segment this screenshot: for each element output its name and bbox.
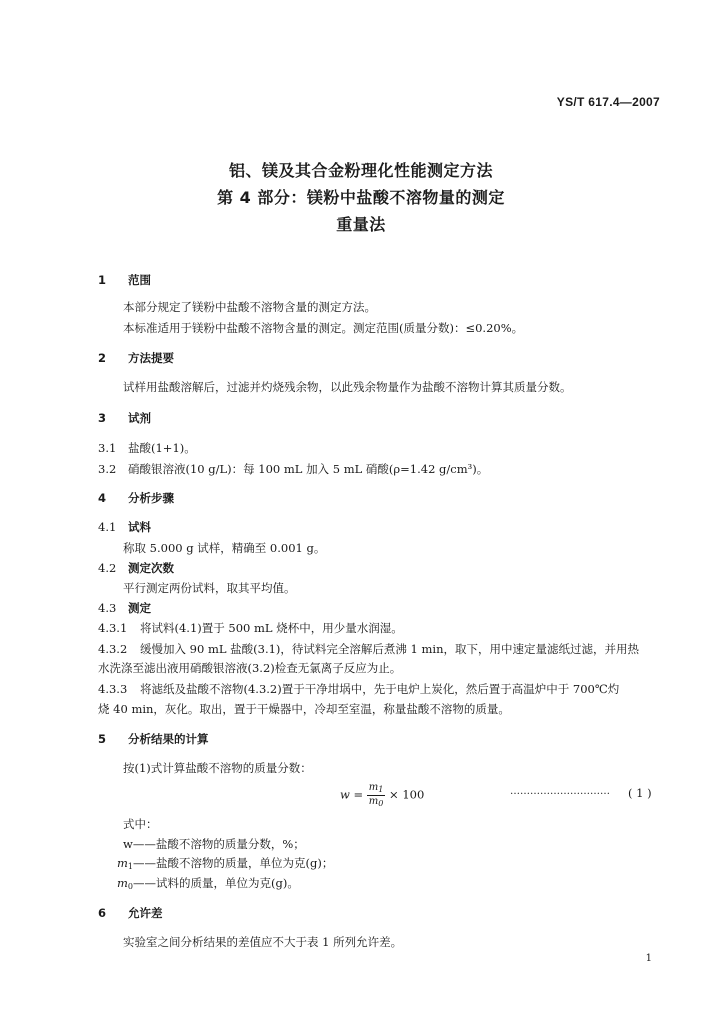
section-6-heading xyxy=(98,905,163,921)
clause-text: 将试料(4.1)置于 500 mL 烧杯中，用少量水润湿。 xyxy=(140,621,403,635)
clause-number: 4.2 xyxy=(98,561,117,575)
section-number: 3 xyxy=(98,411,107,425)
section-4-3-2-cont: 水洗涤至滤出液用硝酸银溶液(3.2)检查无氯离子反应为止。 xyxy=(98,661,402,675)
section-4-2-heading xyxy=(98,560,174,576)
formula-number: ( 1 ) xyxy=(628,786,652,800)
section-4-3-3-cont: 烧 40 min，灰化。取出，置于干燥器中，冷却至室温，称量盐酸不溶物的质量。 xyxy=(98,702,510,716)
where-label: 式中： xyxy=(123,817,158,831)
formula-denominator: $m_0$ xyxy=(368,796,384,808)
clause-text: 盐酸(1+1)。 xyxy=(128,441,196,455)
formula-1 xyxy=(340,782,424,809)
section-number: 2 xyxy=(98,351,107,365)
formula-lhs: w = xyxy=(340,787,364,802)
section-5-paragraph: 按(1)式计算盐酸不溶物的质量分数： xyxy=(123,761,312,775)
clause-number: 3.2 xyxy=(98,462,117,476)
section-number: 1 xyxy=(98,273,107,287)
clause-number: 3.1 xyxy=(98,441,117,455)
title-line-1: 铝、镁及其合金粉理化性能测定方法 xyxy=(228,161,493,180)
page-number: 1 xyxy=(645,953,652,964)
section-4-heading xyxy=(98,490,174,506)
section-1-paragraph-2: 本标准适用于镁粉中盐酸不溶物含量的测定。测定范围(质量分数)：≤0.20%。 xyxy=(123,321,524,335)
section-3-2 xyxy=(98,461,488,477)
formula-leader-dots: ………………………… xyxy=(510,786,610,797)
clause-number: 4.3.2 xyxy=(98,642,128,656)
section-title: 分析结果的计算 xyxy=(128,732,209,746)
section-5-heading xyxy=(98,731,209,747)
section-title: 范围 xyxy=(128,273,151,287)
section-title: 允许差 xyxy=(128,906,163,920)
section-4-3-2 xyxy=(98,641,639,657)
clause-text: 将滤纸及盐酸不溶物(4.3.2)置于干净坩埚中，先于电炉上炭化，然后置于高温炉中于 700℃灼 xyxy=(140,682,620,696)
section-title: 方法提要 xyxy=(128,351,174,365)
section-4-3-heading xyxy=(98,600,151,616)
clause-number: 4.1 xyxy=(98,520,117,534)
clause-number: 4.3 xyxy=(98,601,117,615)
section-4-1-heading xyxy=(98,519,151,535)
variable-w: w——盐酸不溶物的质量分数，%； xyxy=(123,837,305,851)
section-3-1 xyxy=(98,440,196,456)
formula-rhs: × 100 xyxy=(389,787,425,802)
formula-fraction xyxy=(367,782,386,809)
section-title: 分析步骤 xyxy=(128,491,174,505)
clause-title: 测定 xyxy=(128,601,151,615)
section-4-1-text: 称取 5.000 g 试样，精确至 0.001 g。 xyxy=(123,541,326,555)
title-line-2: 第 4 部分：镁粉中盐酸不溶物量的测定 xyxy=(217,188,505,207)
clause-number: 4.3.1 xyxy=(98,621,128,635)
section-3-heading xyxy=(98,410,151,426)
section-title: 试剂 xyxy=(128,411,151,425)
section-number: 5 xyxy=(98,732,107,746)
variable-m1: $m_1——$盐酸不溶物的质量，单位为克(g)； xyxy=(117,856,334,871)
clause-title: 试料 xyxy=(128,520,151,534)
title-line-3: 重量法 xyxy=(336,215,386,234)
standard-code: YS/T 617.4—2007 xyxy=(556,95,660,109)
formula-numerator: $m_1$ xyxy=(368,782,384,794)
clause-number: 4.3.3 xyxy=(98,682,128,696)
section-1-heading xyxy=(98,272,151,288)
section-2-paragraph: 试样用盐酸溶解后，过滤并灼烧残余物，以此残余物量作为盐酸不溶物计算其质量分数。 xyxy=(123,380,572,394)
clause-text: 缓慢加入 90 mL 盐酸(3.1)，待试料完全溶解后煮沸 1 min，取下，用中速定量滤纸过滤，并用热 xyxy=(140,642,640,656)
section-1-paragraph-1: 本部分规定了镁粉中盐酸不溶物含量的测定方法。 xyxy=(123,300,376,314)
section-4-2-text: 平行测定两份试料，取其平均值。 xyxy=(123,581,296,595)
section-6-paragraph: 实验室之间分析结果的差值应不大于表 1 所列允许差。 xyxy=(123,935,403,949)
section-number: 6 xyxy=(98,906,107,920)
variable-m0: $m_0——$试料的质量，单位为克(g)。 xyxy=(117,876,299,891)
section-4-3-3 xyxy=(98,681,619,697)
section-4-3-1 xyxy=(98,620,403,636)
clause-text: 硝酸银溶液(10 g/L)：每 100 mL 加入 5 mL 硝酸(ρ=1.42 g/cm³)。 xyxy=(128,462,489,476)
clause-title: 测定次数 xyxy=(128,561,174,575)
section-2-heading xyxy=(98,350,174,366)
section-number: 4 xyxy=(98,491,107,505)
